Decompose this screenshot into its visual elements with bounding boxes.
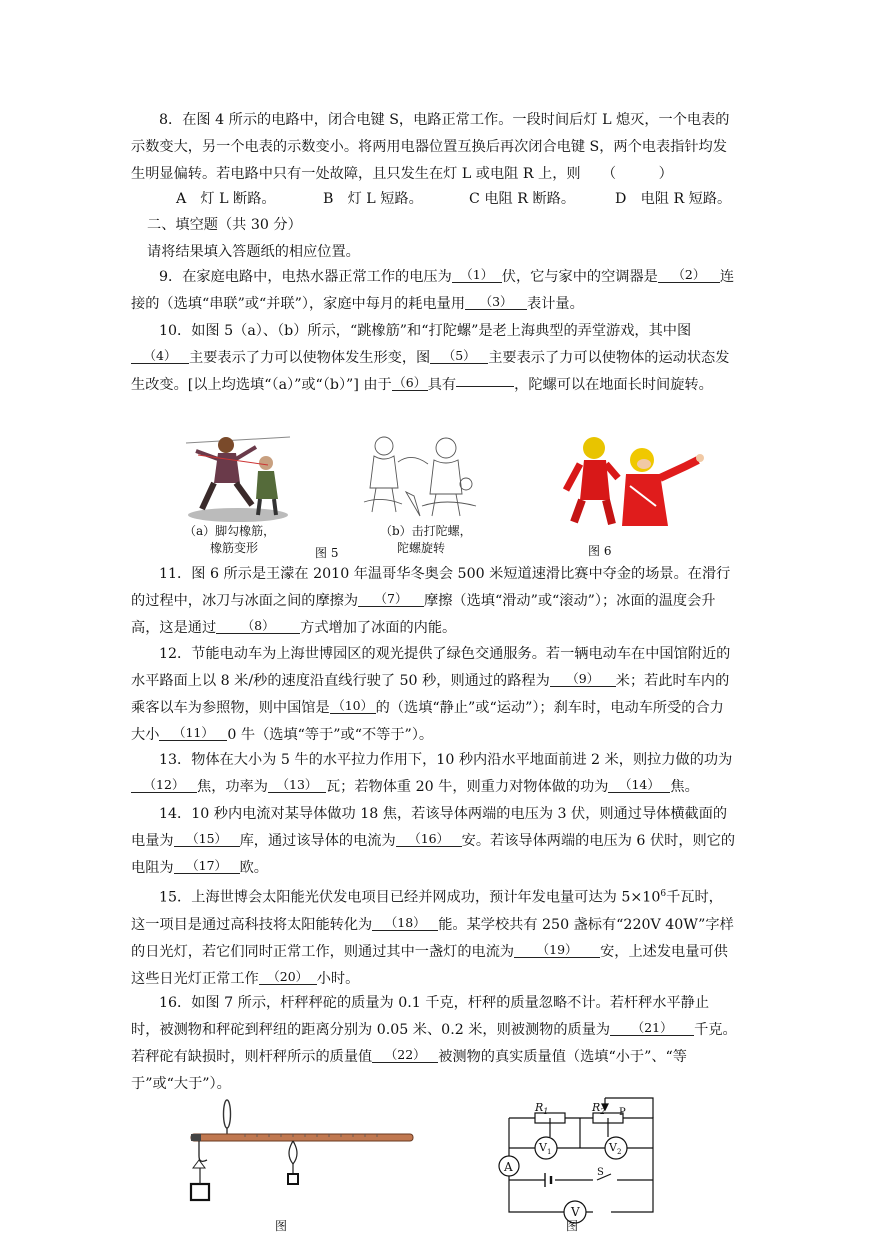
r2-letter: R <box>592 1101 601 1114</box>
q8-option-d: D 电阻 R 短路。 <box>615 191 732 207</box>
answer-blank-6-line <box>456 386 514 387</box>
q8-option-b: B 灯 L 短路。 <box>323 191 423 207</box>
slider-p-label: P <box>619 1107 626 1118</box>
figure-5a-illustration <box>178 425 296 523</box>
ammeter-label: A <box>504 1160 513 1174</box>
answer-blank-7: （7） <box>358 591 424 607</box>
answer-blank-11: （11） <box>159 725 227 741</box>
figure-5a-caption-2: 橡筋变形 <box>210 541 259 555</box>
q15-text-2: 千瓦时，这一项目是通过高科技将太阳能转化为 <box>131 889 723 933</box>
q13-text-4: 焦。 <box>670 779 699 795</box>
answer-blank-22: （22） <box>372 1047 438 1063</box>
q14-text-3: 安。若该导体两端的电压为 6 伏时，则它的电阻为 <box>131 833 736 876</box>
q11-text-2: 摩擦（选填“滑动”或“滚动”）；冰面的温度会升高，这是通过 <box>131 593 716 636</box>
figure-5a-caption-1: （a）脚勾橡筋， <box>184 524 276 538</box>
question-8-text: 8．在图 4 所示的电路中，闭合电键 S，电路正常工作。一段时间后灯 L 熄灭，一个电表的示数变大，另一个电表的示数变小。将两用电器位置互换后再次闭合电键 S，两个电表指针均发生明显偏转。若电路中只有一处故障，且只发生在灯 L 或电阻 R 上，则 （ ） <box>131 112 730 182</box>
q12-text-1: 12．节能电动车为上海世博园区的观光提供了绿色交通服务。若一辆电动车在中国馆附近的水平路面上以 8 米/秒的速度沿直线行驶了 50 秒，则通过的路程为 <box>131 646 731 689</box>
q15-text-1: 15．上海世博会太阳能光伏发电项目已经并网成功，预计年发电量可达为 5×10 <box>159 889 661 906</box>
q13-text-1: 13．物体在大小为 5 牛的水平拉力作用下，10 秒内沿水平地面前进 2 米，则拉力做的功为 <box>159 752 733 768</box>
q15-text-3: 能。某学校共有 250 盏标有“220V 40W”字样的日光灯，若它们同时正常工作，则通过其中一盏灯的电流为 <box>131 916 734 960</box>
question-10 <box>131 318 737 399</box>
answer-blank-18: （18） <box>372 915 438 931</box>
answer-blank-14: （14） <box>608 777 670 793</box>
answer-blank-3: （3） <box>465 294 527 310</box>
figure-5b-caption-2: 陀螺旋转 <box>397 541 446 555</box>
r1-subscript: 1 <box>543 1107 549 1117</box>
answer-blank-9: （9） <box>550 671 616 687</box>
voltmeter-label: V <box>571 1205 580 1219</box>
figure-5b-illustration <box>362 432 480 522</box>
section-2-title: 二、填空题（共 30 分） <box>147 217 302 233</box>
q12-text-4: 0 牛（选填“等于”或“不等于”）。 <box>227 727 434 743</box>
q15-text-5: 小时。 <box>316 970 360 987</box>
question-15 <box>131 881 737 993</box>
r1-label <box>535 1098 548 1122</box>
q10-text-4: 具有 <box>427 377 457 393</box>
answer-blank-6: （6） <box>393 375 427 390</box>
figure-5-label: 图 5 <box>315 546 339 560</box>
q14-text-1: 14．10 秒内电流对某导体做功 18 焦，若该导体两端的电压为 3 伏，则通过导体横截面的电量为 <box>131 806 728 849</box>
figure-6-label: 图 6 <box>588 544 612 558</box>
answer-blank-17: （17） <box>174 858 240 874</box>
answer-blank-8: （8） <box>216 618 300 634</box>
q12-text-3: 的（选填“静止”或“运动”）；刹车时，电动车所受的合力大小 <box>131 700 724 743</box>
answer-blank-20: （20） <box>259 969 317 985</box>
answer-blank-4: （4） <box>131 348 189 364</box>
q8-option-a: A 灯 L 断路。 <box>176 191 276 207</box>
answer-blank-1: （1） <box>452 267 502 283</box>
voltmeter-2-label <box>609 1138 621 1162</box>
figure-7-label: 图 <box>275 1219 288 1233</box>
question-14 <box>131 801 737 882</box>
question-11 <box>131 561 737 642</box>
figure-6-photo <box>560 430 710 530</box>
answer-blank-10: （10） <box>330 698 376 714</box>
q9-text-3: 连接的（选填“串联”或“并联”），家庭中每月的耗电量用 <box>131 269 735 312</box>
figure-8-label: 图 <box>566 1219 579 1233</box>
r2-subscript: 2 <box>600 1107 606 1117</box>
figure-7-steelyard <box>185 1098 420 1208</box>
voltmeter-1-label <box>539 1138 551 1162</box>
answer-blank-19: （19） <box>514 942 600 958</box>
q11-text-3: 方式增加了冰面的内能。 <box>300 620 457 636</box>
q10-text-1: 10．如图 5（a）、（b）所示，“跳橡筋”和“打陀螺”是老上海典型的弄堂游戏，其中图 <box>159 323 692 339</box>
answer-blank-12: （12） <box>131 777 197 793</box>
question-16 <box>131 990 737 1098</box>
q11-text-1: 11．图 6 所示是王濛在 2010 年温哥华冬奥会 500 米短道速滑比赛中夺金的场景。在滑行的过程中，冰刀与冰面之间的摩擦为 <box>131 566 731 609</box>
v1-letter: V <box>539 1141 547 1154</box>
v1-subscript: 1 <box>546 1148 552 1157</box>
r1-letter: R <box>535 1101 544 1114</box>
q9-text-2: 伏，它与家中的空调器是 <box>501 269 658 285</box>
question-12 <box>131 641 737 749</box>
question-9 <box>131 264 737 318</box>
q14-text-2: 库，通过该导体的电流为 <box>239 833 396 849</box>
question-13 <box>131 747 737 801</box>
answer-blank-21: （21） <box>610 1020 694 1036</box>
answer-blank-15: （15） <box>174 831 240 847</box>
q16-text-2: 千克。若秤砣有缺损时，则杆秤所示的质量值 <box>131 1022 737 1065</box>
figure-5b-caption-1: （b）击打陀螺， <box>380 524 472 538</box>
q15-exponent: 6 <box>660 889 667 899</box>
q10-text-5: ，陀螺可以在地面长时间旋转。 <box>514 377 713 393</box>
section-2-instruction: 请将结果填入答题纸的相应位置。 <box>147 244 360 260</box>
switch-s-label: S <box>597 1167 604 1178</box>
answer-blank-13: （13） <box>268 777 326 793</box>
answer-blank-16: （16） <box>396 831 462 847</box>
q10-text-2: 主要表示了力可以使物体发生形变，图 <box>189 350 431 366</box>
q12-text-2: 米；若此时车内的乘客以车为参照物，则中国馆是 <box>131 673 730 716</box>
q16-text-3: 被测物的真实质量值（选填“小于”、“等于”或“大于”）。 <box>131 1049 687 1092</box>
r2-label <box>592 1098 605 1122</box>
q13-text-3: 瓦；若物体重 20 牛，则重力对物体做的功为 <box>325 779 609 795</box>
q15-text-4: 安，上述发电量可供这些日光灯正常工作 <box>131 943 728 987</box>
v2-letter: V <box>609 1141 617 1154</box>
q16-text-1: 16．如图 7 所示，杆秤秤砣的质量为 0.1 千克，杆秤的质量忽略不计。若杆秤水平静止时，被测物和秤砣到秤纽的距离分别为 0.05 米、0.2 米，则被测物的质量为 <box>131 995 710 1038</box>
q9-text-4: 表计量。 <box>527 296 584 312</box>
q8-option-c: C 电阻 R 断路。 <box>469 191 576 207</box>
answer-blank-2: （2） <box>658 267 720 283</box>
q14-text-4: 欧。 <box>239 860 268 876</box>
v2-subscript: 2 <box>616 1148 622 1157</box>
q9-text-1: 9．在家庭电路中，电热水器正常工作的电压为 <box>159 269 452 285</box>
q13-text-2: 焦，功率为 <box>197 779 268 795</box>
answer-blank-5: （5） <box>430 348 488 364</box>
q10-text-3: 主要表示了力可以使物体的运动状态发生改变。[以上均选填“（a）”或“（b）”] 由于 <box>131 350 730 393</box>
